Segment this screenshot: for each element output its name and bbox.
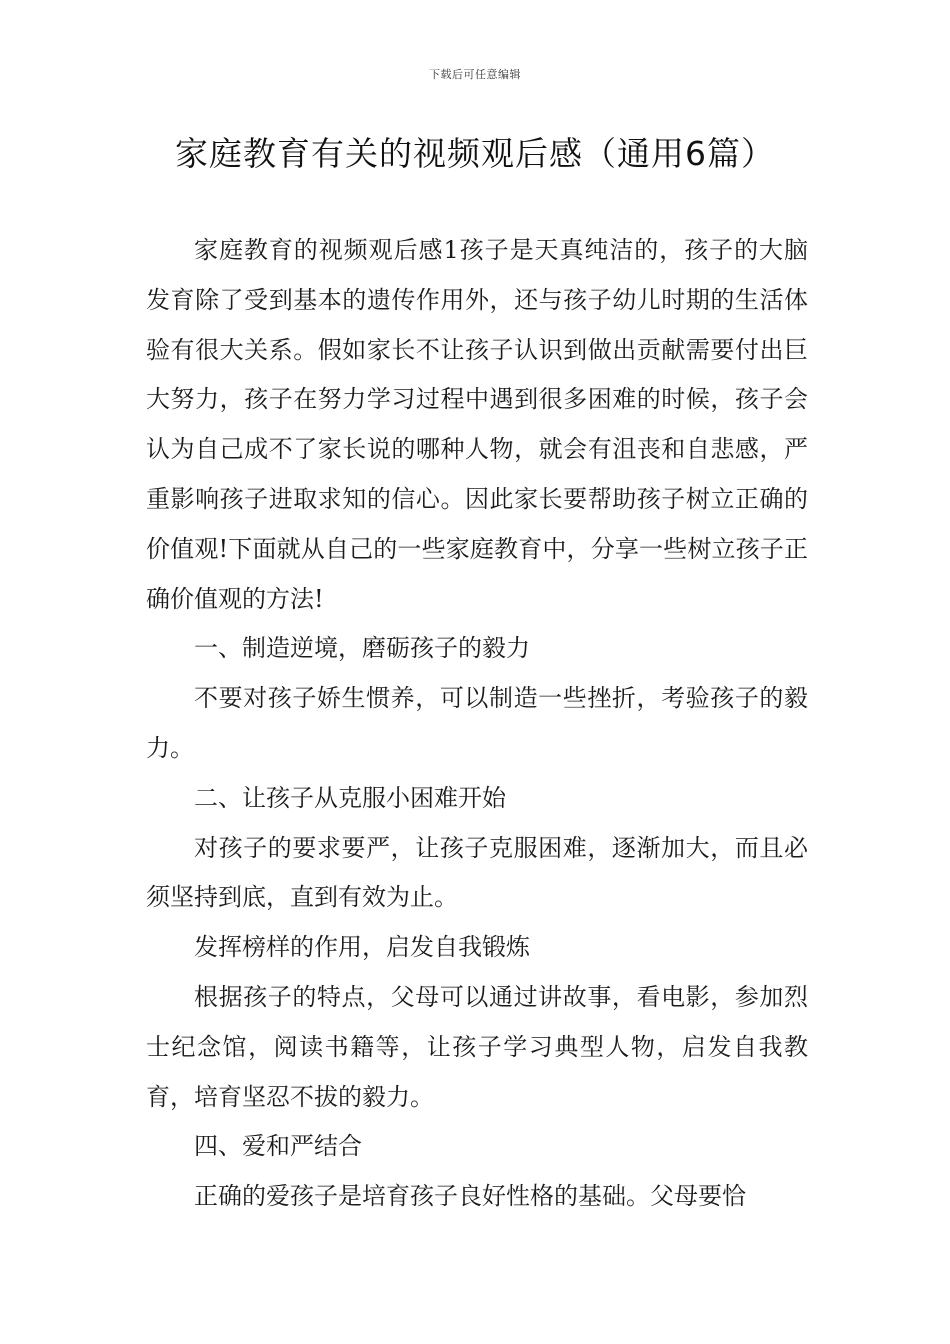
paragraph-2: 对孩子的要求要严，让孩子克服困难，逐渐加大，而且必须坚持到底，直到有效为止。 [146, 833, 808, 912]
document-title: 家庭教育有关的视频观后感（通用6篇） [175, 134, 775, 173]
document-body [146, 226, 808, 1222]
section-heading-1: 一、制造逆境，磨砺孩子的毅力 [194, 634, 530, 663]
paragraph-4: 正确的爱孩子是培育孩子良好性格的基础。父母要恰 [194, 1182, 746, 1211]
paragraph-1: 不要对孩子娇生惯养，可以制造一些挫折，考验孩子的毅力。 [146, 684, 808, 762]
section-heading-3: 发挥榜样的作用，启发自我锻炼 [194, 933, 530, 962]
section-heading-4: 四、爱和严结合 [194, 1132, 362, 1161]
paragraph-3: 根据孩子的特点，父母可以通过讲故事，看电影，参加烈士纪念馆，阅读书籍等，让孩子学习典型人物，启发自我教育，培育坚忍不拔的毅力。 [146, 982, 808, 1111]
header-note: 下载后可任意编辑 [429, 68, 521, 81]
paragraph-intro: 家庭教育的视频观后感1孩子是天真纯洁的，孩子的大脑发育除了受到基本的遗传作用外，还与孩子幼儿时期的生活体验有很大关系。假如家长不让孩子认识到做出贡献需要付出巨大努力，孩子在努力学习过程中遇到很多困难的时候，孩子会认为自己成不了家长说的哪种人物，就会有沮丧和自悲感，严重影响孩子进取求知的信心。因此家长要帮助孩子树立正确的价值观!下面就从自己的一些家庭教育中，分享一些树立孩子正确价值观的方法! [146, 236, 808, 613]
section-heading-2: 二、让孩子从克服小困难开始 [194, 783, 506, 812]
